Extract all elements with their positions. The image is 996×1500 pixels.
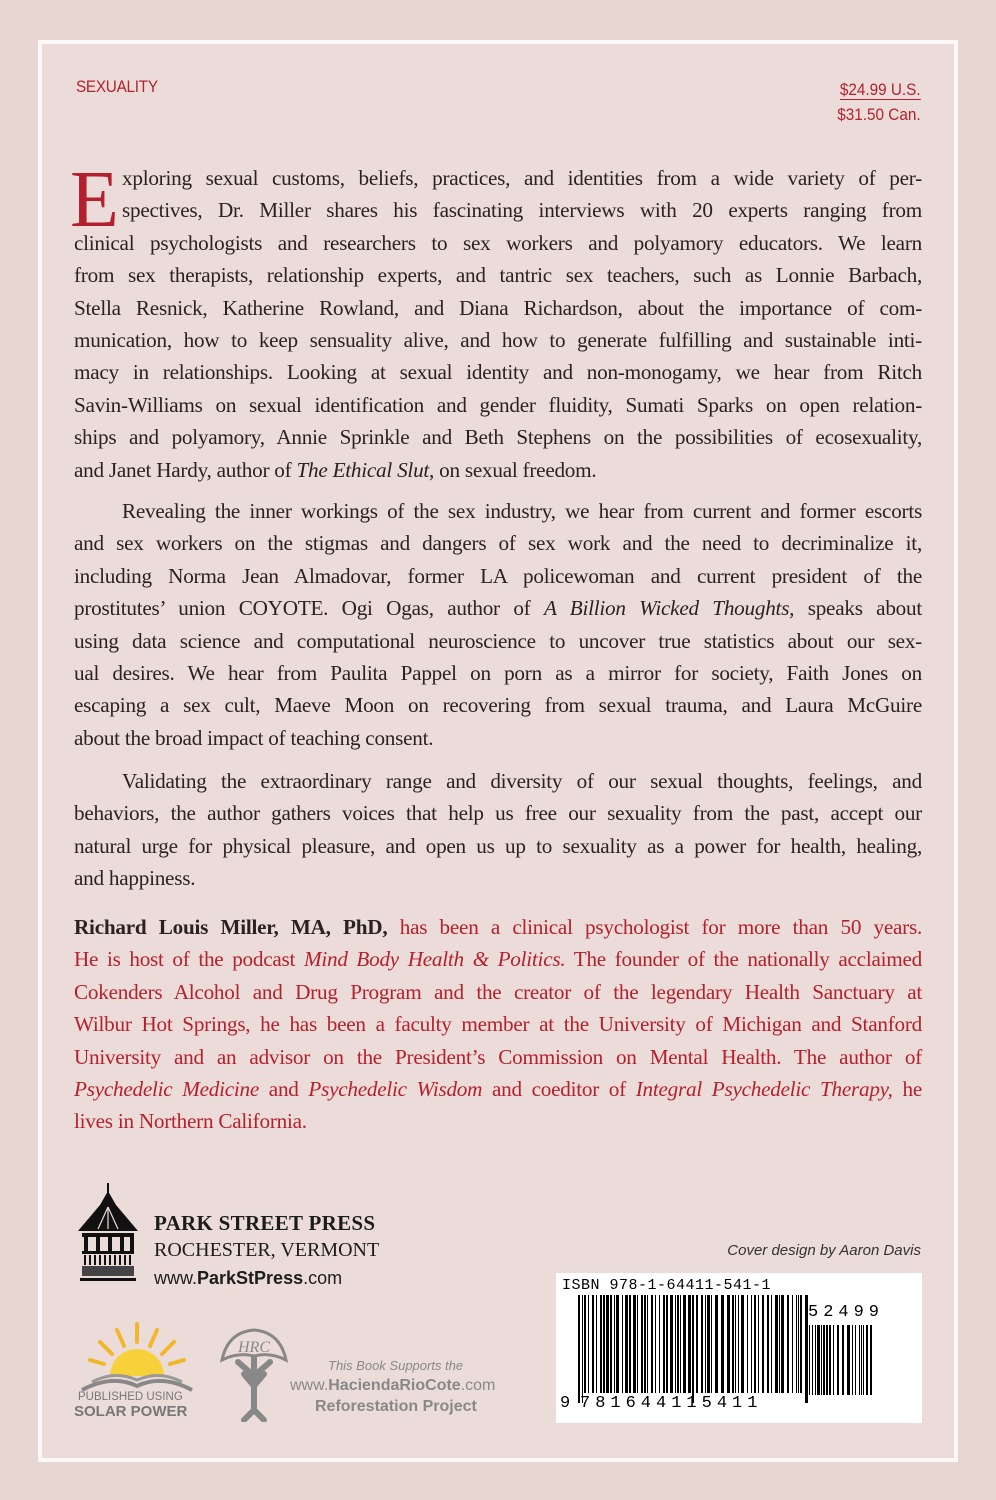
isbn-barcode xyxy=(556,1273,922,1423)
italic-title: Psychedelic Wisdom xyxy=(308,1076,483,1101)
text-line xyxy=(74,943,922,975)
text-span: munication, how to keep sensuality alive, and how to generate fulfilling and sustainable inti- xyxy=(74,327,922,352)
barcode-bar xyxy=(735,1295,736,1393)
price-us: $24.99 U.S. xyxy=(840,80,921,99)
barcode-addon-bar xyxy=(852,1325,853,1395)
text-span: and happiness. xyxy=(74,866,196,891)
barcode-bar xyxy=(633,1295,636,1393)
text-span: has been a clinical psychologist for more than 50 years. xyxy=(399,915,922,939)
barcode-bar xyxy=(747,1295,748,1393)
barcode-addon-bar xyxy=(829,1325,831,1395)
barcode-bar xyxy=(578,1295,580,1403)
text-span: prostitutes’ union COYOTE. Ogi Ogas, author of xyxy=(74,596,544,621)
text-line xyxy=(74,689,922,721)
barcode-bar xyxy=(641,1295,643,1393)
barcode-addon-bar xyxy=(837,1325,839,1395)
text-line xyxy=(74,324,922,356)
publisher-url[interactable] xyxy=(154,1268,342,1289)
text-span: Revealing the inner workings of the sex industry, we hear from current and former escorts xyxy=(122,499,922,523)
barcode-bar xyxy=(677,1295,679,1393)
text-line xyxy=(74,1073,922,1105)
author-name: Richard Louis Miller, MA, PhD, xyxy=(74,915,400,939)
text-line xyxy=(74,862,922,894)
barcode-bar xyxy=(721,1295,724,1393)
barcode-bar xyxy=(651,1295,653,1393)
text-span: and coeditor of xyxy=(482,1076,636,1101)
barcode-addon-bar xyxy=(855,1325,856,1395)
barcode-bar xyxy=(696,1295,698,1393)
italic-title: Mind Body Health & Politics. xyxy=(303,947,566,972)
italic-title: A Billion Wicked Thoughts, xyxy=(543,596,795,621)
text-span: and xyxy=(259,1076,309,1101)
barcode-bar xyxy=(701,1295,703,1393)
barcode-bar xyxy=(655,1295,656,1393)
url-prefix: www. xyxy=(290,1377,329,1394)
barcode-bar xyxy=(732,1295,734,1393)
text-line xyxy=(74,259,922,291)
url-prefix: www. xyxy=(154,1268,198,1288)
text-span: spectives, Dr. Miller shares his fascinating interviews with 20 experts ranging from xyxy=(122,198,922,223)
barcode-bar xyxy=(754,1295,756,1393)
text-line xyxy=(74,495,922,527)
text-span: Savin-Williams on sexual identification and gender fluidity, Sumati Sparks on open relation- xyxy=(74,392,922,417)
text-span: he xyxy=(892,1076,922,1101)
text-span: on sexual freedom. xyxy=(434,457,597,482)
barcode-addon-bar xyxy=(826,1325,828,1395)
barcode-bar xyxy=(751,1295,752,1393)
barcode-bar xyxy=(588,1295,589,1393)
price-canada: $31.50 Can. xyxy=(837,105,921,124)
text-span: University and an advisor on the President’s Commission on Mental Health. The author of xyxy=(74,1044,922,1069)
isbn-text: ISBN 978-1-64411-541-1 xyxy=(562,1277,772,1294)
url-suffix: .com xyxy=(303,1268,343,1288)
text-span: ual desires. We hear from Paulita Pappel on porn as a mirror for society, Faith Jones on xyxy=(74,660,922,685)
text-line xyxy=(74,1105,922,1137)
barcode-bar xyxy=(596,1295,597,1393)
barcode-addon-bar xyxy=(815,1325,816,1395)
text-line xyxy=(74,421,922,453)
barcode-bar xyxy=(762,1295,764,1393)
text-span: from sex therapists, relationship experts, and tantric sex teachers, such as Lonnie Barbach, xyxy=(74,263,922,288)
barcode-bar xyxy=(792,1295,793,1393)
text-span: about the broad impact of teaching consent. xyxy=(74,725,434,750)
barcode-bar xyxy=(582,1295,583,1403)
barcode-bar xyxy=(625,1295,628,1393)
text-span: macy in relationships. Looking at sexual identity and non-monogamy, we hear from Ritch xyxy=(74,360,922,385)
barcode-lead-digit: 9 xyxy=(560,1394,576,1413)
text-line xyxy=(74,976,922,1008)
barcode-bar xyxy=(614,1295,615,1393)
publisher-name: PARK STREET PRESS xyxy=(154,1211,376,1235)
barcode-bar xyxy=(637,1295,638,1393)
park-street-press-logo-icon xyxy=(76,1183,140,1288)
text-span: lives in Northern California. xyxy=(74,1109,307,1134)
barcode-bar xyxy=(775,1295,778,1393)
text-span: Stella Resnick, Katherine Rowland, and Diana Richardson, about the importance of com- xyxy=(74,295,922,320)
barcode-bar xyxy=(606,1295,609,1393)
text-span: escaping a sex cult, Maeve Moon on recovering from sexual trauma, and Laura McGuire xyxy=(74,693,922,718)
barcode-bar xyxy=(675,1295,676,1393)
italic-title: Psychedelic Medicine xyxy=(74,1076,260,1101)
text-line xyxy=(74,194,922,226)
barcode-bar xyxy=(715,1295,718,1393)
barcode-addon-bar xyxy=(863,1325,864,1395)
cover-design-credit: Cover design by Aaron Davis xyxy=(727,1242,921,1259)
barcode-addon-bar xyxy=(842,1325,844,1395)
barcode-addon-bar xyxy=(823,1325,825,1395)
text-line xyxy=(74,657,922,689)
solar-label-line1: PUBLISHED USING xyxy=(78,1391,183,1403)
barcode-bar xyxy=(603,1295,605,1393)
text-span: natural urge for physical pleasure, and open us up to sexuality as a power for health, healing, xyxy=(74,833,922,858)
barcode-bar xyxy=(705,1295,706,1393)
barcode-addon-bar xyxy=(861,1325,862,1395)
text-span: He is host of the podcast xyxy=(74,947,304,972)
barcode-bar xyxy=(779,1295,780,1393)
text-line xyxy=(74,592,922,624)
text-line xyxy=(74,797,922,829)
barcode-bar xyxy=(727,1295,730,1393)
text-span: xploring sexual customs, beliefs, practices, and identities from a wide variety of per- xyxy=(122,166,922,190)
drop-cap: E xyxy=(70,156,119,244)
text-span: ships and polyamory, Annie Sprinkle and Beth Stephens on the possibilities of ecosexuality, xyxy=(74,425,922,450)
barcode-bar xyxy=(707,1295,710,1393)
text-line xyxy=(74,830,922,862)
barcode-addon-bar xyxy=(817,1325,820,1395)
text-line xyxy=(74,454,922,486)
barcode-bar xyxy=(692,1295,694,1403)
url-suffix: .com xyxy=(460,1377,496,1394)
text-line xyxy=(74,389,922,421)
description-paragraph-2 xyxy=(74,495,922,754)
text-span: Validating the extraordinary range and diversity of our sexual thoughts, feelings, and xyxy=(122,769,922,793)
text-line xyxy=(74,1008,922,1040)
barcode-bar xyxy=(688,1295,691,1393)
author-bio xyxy=(74,911,922,1138)
publisher-city: ROCHESTER, VERMONT xyxy=(154,1239,380,1261)
barcode-bar xyxy=(663,1295,665,1393)
text-span: Cokenders Alcohol and Drug Program and the creator of the legendary Health Sanctuary at xyxy=(74,979,922,1004)
barcode-bar xyxy=(629,1295,631,1393)
text-line xyxy=(74,625,922,657)
barcode-bar xyxy=(787,1295,789,1393)
text-span: speaks about xyxy=(794,596,922,621)
hrc-project-text: Reforestation Project xyxy=(315,1398,477,1415)
description-paragraph-1 xyxy=(70,156,922,486)
barcode-addon-bar xyxy=(809,1325,810,1395)
barcode-bar xyxy=(800,1295,802,1393)
barcode-bar xyxy=(781,1295,784,1393)
text-line xyxy=(74,765,922,797)
barcode-bar xyxy=(600,1295,602,1393)
text-line xyxy=(74,911,922,943)
barcode-bar xyxy=(592,1295,594,1393)
text-line xyxy=(74,227,922,259)
price-block xyxy=(838,77,921,127)
text-span: behaviors, the author gathers voices that help us free our sexuality from the past, accept our xyxy=(74,801,922,826)
barcode-addon-bar xyxy=(833,1325,834,1395)
barcode-bar xyxy=(610,1295,612,1393)
barcode-bar xyxy=(616,1295,619,1393)
url-main: HaciendaRioCote xyxy=(328,1377,461,1394)
solar-label-line2: SOLAR POWER xyxy=(74,1403,188,1420)
text-span: The founder of the nationally acclaimed xyxy=(565,947,922,972)
category-label: SEXUALITY xyxy=(76,77,158,96)
barcode-bar xyxy=(666,1295,668,1393)
barcode-digits: 781644115411 xyxy=(580,1394,763,1413)
barcode-bar xyxy=(584,1295,586,1393)
text-span: clinical psychologists and researchers to sex workers and polyamory educators. We learn xyxy=(74,230,922,255)
url-main: ParkStPress xyxy=(197,1268,304,1288)
text-line xyxy=(74,162,922,194)
barcode-addon-bar xyxy=(847,1325,850,1395)
barcode-bar xyxy=(670,1295,673,1393)
description-paragraph-3 xyxy=(74,765,922,895)
text-span: Wilbur Hot Springs, he has been a faculty member at the University of Michigan and Stanford xyxy=(74,1012,922,1037)
barcode-addon-bar xyxy=(866,1325,868,1395)
barcode-bar xyxy=(644,1295,646,1393)
barcode-addon-bar xyxy=(821,1325,822,1395)
text-line xyxy=(74,356,922,388)
text-line xyxy=(74,722,922,754)
hrc-supports-text: This Book Supports the xyxy=(328,1358,464,1373)
barcode-bar xyxy=(738,1295,739,1393)
text-line xyxy=(74,292,922,324)
barcode-bar xyxy=(680,1295,681,1393)
italic-title: Integral Psychedelic Therapy, xyxy=(635,1076,893,1101)
barcode-bar xyxy=(622,1295,623,1393)
barcode-addon-bar xyxy=(812,1325,813,1395)
text-span: including Norma Jean Almadovar, former LA policewoman and current president of the xyxy=(74,563,922,588)
hrc-tree-logo-icon xyxy=(214,1326,294,1422)
text-line xyxy=(74,560,922,592)
barcode-bar xyxy=(758,1295,759,1393)
barcode-bar xyxy=(796,1295,797,1393)
barcode-bar xyxy=(711,1295,712,1393)
barcode-addon-digits: 52499 xyxy=(808,1303,885,1322)
barcode-addon-bar xyxy=(859,1325,860,1395)
text-span: and sex workers on the stigmas and dangers of sex work and the need to decriminalize it, xyxy=(74,531,922,556)
barcode-bar xyxy=(771,1295,772,1393)
barcode-bar xyxy=(647,1295,648,1393)
text-span: and Janet Hardy, author of xyxy=(74,457,297,482)
barcode-bar xyxy=(659,1295,660,1393)
barcode-addon-bar xyxy=(806,1325,808,1395)
svg-text:HRC: HRC xyxy=(238,1339,270,1356)
text-span: using data science and computational neuroscience to uncover true statistics about our sex- xyxy=(74,628,922,653)
italic-title: The Ethical Slut, xyxy=(296,457,435,482)
barcode-addon-bar xyxy=(870,1325,872,1395)
hrc-url[interactable] xyxy=(290,1377,495,1395)
text-line xyxy=(74,527,922,559)
barcode-bar xyxy=(767,1295,769,1393)
barcode-bar xyxy=(741,1295,744,1393)
barcode-bar xyxy=(683,1295,686,1393)
barcode-bar xyxy=(798,1295,799,1393)
text-line xyxy=(74,1041,922,1073)
